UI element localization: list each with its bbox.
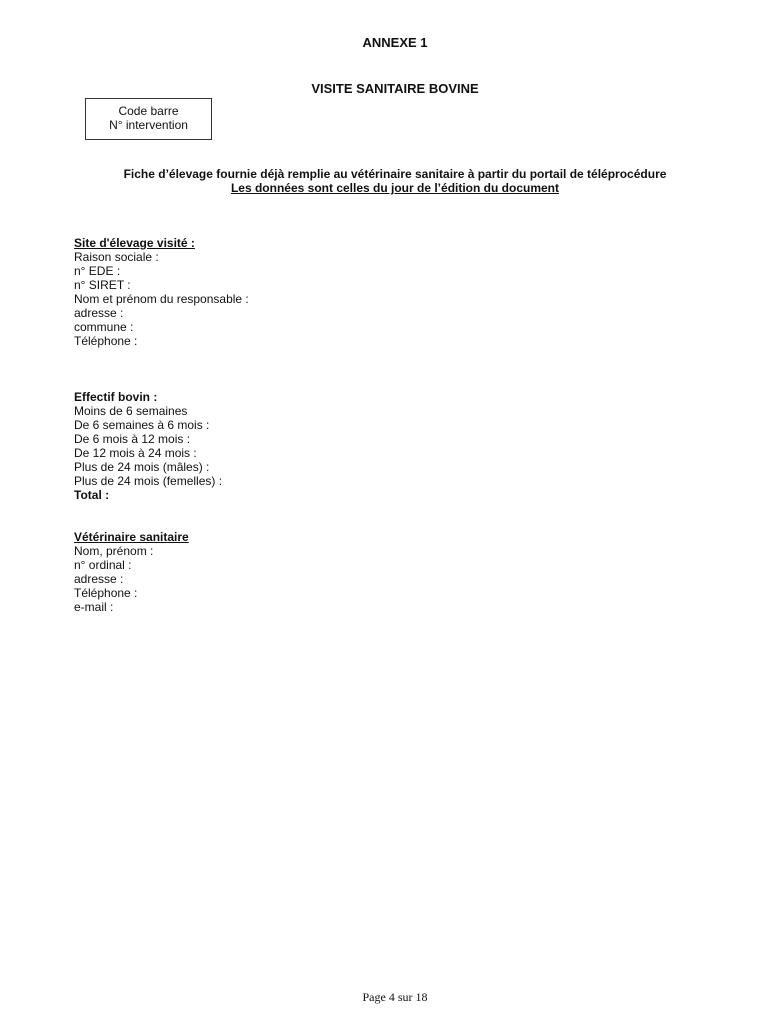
field-6-12-mois: De 6 mois à 12 mois :	[74, 432, 191, 446]
intro-line-1: Fiche d’élevage fournie déjà remplie au vétérinaire sanitaire à partir du portail de téléprocédure	[123, 167, 667, 181]
site-section	[74, 236, 249, 348]
field-nom-prenom: Nom, prénom :	[74, 544, 154, 558]
intro-line-2: Les données sont celles du jour de l’édition du document	[230, 181, 560, 195]
field-ordinal: n° ordinal :	[74, 558, 132, 572]
barcode-label: Code barre	[118, 104, 179, 118]
field-moins-6-semaines: Moins de 6 semaines	[74, 404, 188, 418]
page-title: VISITE SANITAIRE BOVINE	[311, 81, 479, 96]
veterinaire-heading: Vétérinaire sanitaire	[74, 530, 189, 544]
intervention-number-label: N° intervention	[109, 118, 188, 132]
site-heading: Site d'élevage visité :	[74, 236, 195, 250]
veterinaire-section	[74, 530, 189, 614]
effectif-heading: Effectif bovin :	[74, 390, 158, 404]
field-commune: commune :	[74, 320, 134, 334]
field-12-24-mois: De 12 mois à 24 mois :	[74, 446, 197, 460]
field-ede: n° EDE :	[74, 264, 121, 278]
effectif-section	[74, 390, 222, 502]
field-responsable: Nom et prénom du responsable :	[74, 292, 249, 306]
field-vet-adresse: adresse :	[74, 572, 124, 586]
barcode-box	[85, 98, 212, 140]
field-adresse: adresse :	[74, 306, 124, 320]
field-plus-24-femelles: Plus de 24 mois (femelles) :	[74, 474, 223, 488]
field-total: Total :	[74, 488, 110, 502]
field-6-semaines-6-mois: De 6 semaines à 6 mois :	[74, 418, 210, 432]
field-raison-sociale: Raison sociale :	[74, 250, 159, 264]
field-email: e-mail :	[74, 600, 114, 614]
field-siret: n° SIRET :	[74, 278, 131, 292]
annexe-title: ANNEXE 1	[362, 35, 428, 50]
field-vet-telephone: Téléphone :	[74, 586, 138, 600]
field-telephone: Téléphone :	[74, 334, 138, 348]
page-number: Page 4 sur 18	[362, 990, 428, 1004]
intro-text	[0, 167, 770, 195]
field-plus-24-males: Plus de 24 mois (mâles) :	[74, 460, 210, 474]
